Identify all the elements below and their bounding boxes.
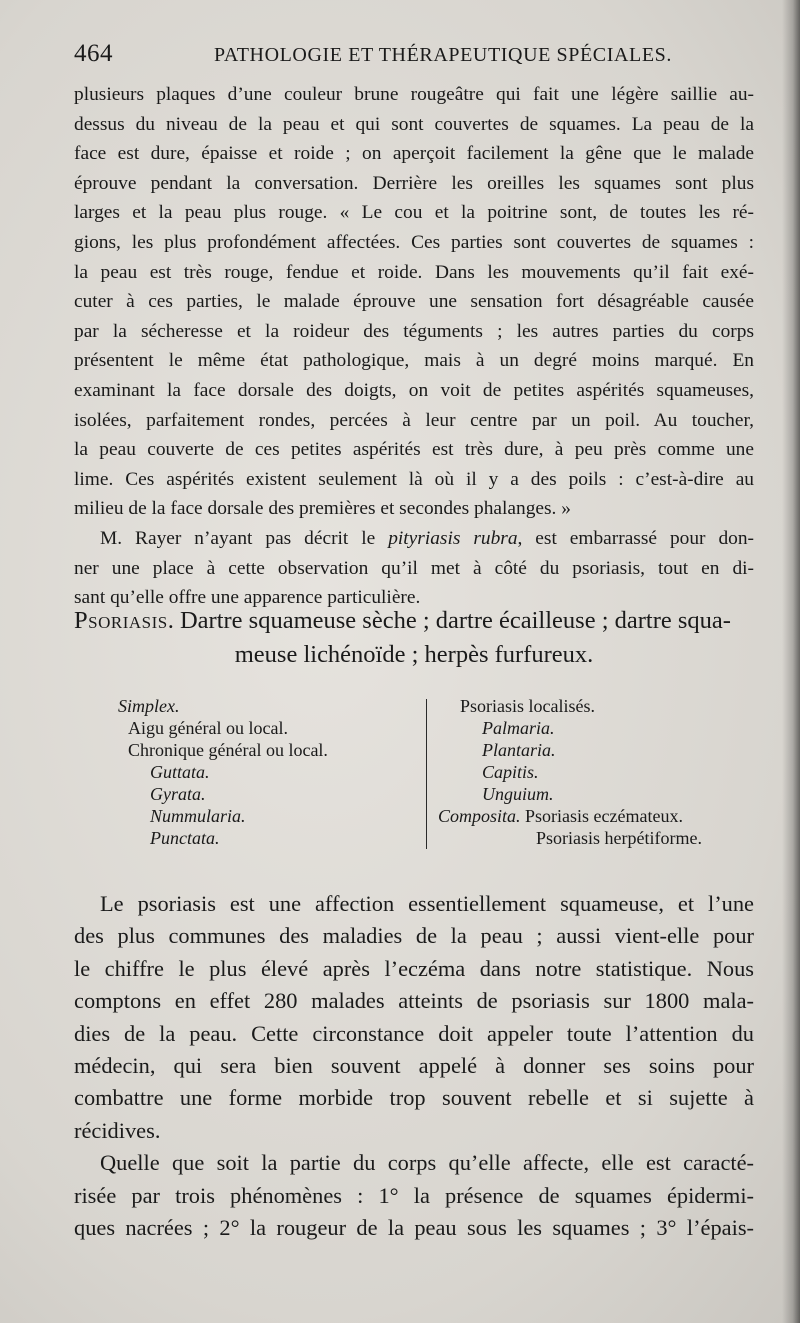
text-line: dessus du niveau de la peau et qui sont couvertes de squames. La peau de la bbox=[74, 113, 754, 135]
section-name: Psoriasis bbox=[74, 607, 168, 634]
text-line: par la sécheresse et la roideur des téguments ; les autres parties du corps bbox=[74, 320, 754, 342]
paragraph-characteristics bbox=[74, 1147, 754, 1244]
text-line bbox=[74, 524, 754, 554]
text-line: lime. Ces aspérités existent seulement là où il y a des poils : c’est-à-dire au bbox=[74, 468, 754, 490]
text-run: M. Rayer n’ayant pas décrit le bbox=[100, 527, 389, 549]
section-title bbox=[74, 604, 754, 672]
class-item: Aigu général ou local. bbox=[128, 718, 288, 738]
text-line: ner une place à cette observation qu’il met à côté du psoriasis, tout en di- bbox=[74, 557, 754, 579]
composita-variant: Psoriasis eczémateux. bbox=[520, 806, 683, 826]
paragraph-rayer bbox=[74, 524, 754, 613]
text-line: combattre une forme morbide trop souvent rebelle et si sujette à bbox=[74, 1085, 754, 1111]
paragraph-observation bbox=[74, 80, 754, 524]
text-line: face est dure, épaisse et roide ; on aperçoit facilement la gêne que le malade bbox=[74, 143, 754, 165]
text-line: la peau couverte de ces petites aspérités est très dure, à peu près comme une bbox=[74, 439, 754, 461]
text-line: larges et la peau plus rouge. « Le cou et la poitrine sont, de toutes les ré- bbox=[74, 202, 754, 224]
class-item: Punctata. bbox=[150, 828, 220, 848]
class-item: Chronique général ou local. bbox=[128, 740, 328, 760]
class-item: Gyrata. bbox=[150, 784, 206, 804]
text-line: Le psoriasis est une affection essentiellement squameuse, et l’une bbox=[100, 891, 754, 916]
text-line: présentent le même état pathologique, mais à un degré moins marqué. En bbox=[74, 350, 754, 372]
classification-right-column bbox=[438, 695, 702, 849]
text-line: Quelle que soit la partie du corps qu’elle affecte, elle est caracté- bbox=[100, 1150, 754, 1176]
paragraph-psoriasis-intro bbox=[74, 888, 754, 1147]
text-line: sant qu’elle offre une apparence particulière. bbox=[74, 587, 421, 609]
class-item: Capitis. bbox=[482, 762, 539, 782]
text-line: le chiffre le plus élevé après l’eczéma dans notre statistique. Nous bbox=[74, 955, 754, 981]
page-number: 464 bbox=[74, 40, 113, 67]
text-line: risée par trois phénomènes : 1° la présence de squames épidermi- bbox=[74, 1182, 754, 1208]
column-divider bbox=[426, 699, 427, 849]
text-run: , est embarrassé pour don- bbox=[517, 527, 754, 549]
text-line: plusieurs plaques d’une couleur brune rougeâtre qui fait une légère saillie au- bbox=[74, 84, 754, 105]
class-item: Simplex. bbox=[118, 696, 180, 716]
class-item: Plantaria. bbox=[482, 740, 556, 760]
italic-term: pityriasis rubra bbox=[388, 527, 518, 549]
page-header bbox=[74, 40, 754, 70]
text-line: isolées, parfaitement rondes, percées à leur centre par un poil. Au toucher, bbox=[74, 409, 754, 431]
text-line: médecin, qui sera bien souvent appelé à donner ses soins pour bbox=[74, 1053, 754, 1079]
section-title-line-1 bbox=[74, 604, 754, 638]
classification-left-column bbox=[118, 695, 328, 849]
section-title-line-2: meuse lichénoïde ; herpès furfureux. bbox=[234, 641, 594, 668]
page-edge-shadow bbox=[782, 0, 800, 1323]
text-line: dies de la peau. Cette circonstance doit appeler toute l’attention du bbox=[74, 1020, 754, 1046]
text-line: milieu de la face dorsale des premières et secondes phalanges. » bbox=[74, 498, 571, 520]
text-line: comptons en effet 280 malades atteints de psoriasis sur 1800 mala- bbox=[74, 988, 754, 1014]
text-line: ques nacrées ; 2° la rougeur de la peau sous les squames ; 3° l’épais- bbox=[74, 1215, 754, 1241]
text-line: cuter à ces parties, le malade éprouve une sensation fort désagréable causée bbox=[74, 291, 754, 313]
section-synonyms: . Dartre squameuse sèche ; dartre écailleuse ; dartre squa- bbox=[167, 607, 731, 634]
text-line: la peau est très rouge, fendue et roide. Dans les mouvements qu’il fait exé- bbox=[74, 261, 754, 283]
classification-table bbox=[74, 695, 754, 855]
class-item: Nummularia. bbox=[150, 806, 246, 826]
text-line: examinant la face dorsale des doigts, on voit de petites aspérités squameuses, bbox=[74, 379, 754, 401]
body-text-top bbox=[74, 80, 754, 613]
text-line: éprouve pendant la conversation. Derrière les oreilles les squames sont plus bbox=[74, 172, 754, 194]
class-item bbox=[438, 805, 702, 827]
text-line: récidives. bbox=[74, 1117, 161, 1143]
running-head: PATHOLOGIE ET THÉRAPEUTIQUE SPÉCIALES. bbox=[214, 44, 672, 66]
class-item: Guttata. bbox=[150, 762, 210, 782]
class-heading: Psoriasis localisés. bbox=[460, 696, 595, 716]
class-item: Palmaria. bbox=[482, 718, 555, 738]
class-item: Unguium. bbox=[482, 784, 554, 804]
composita-variant: Psoriasis herpétiforme. bbox=[536, 828, 702, 848]
text-line: gions, les plus profondément affectées. Ces parties sont couvertes de squames : bbox=[74, 231, 754, 253]
body-text-bottom bbox=[74, 888, 754, 1244]
text-line: des plus communes des maladies de la peau ; aussi vient-elle pour bbox=[74, 923, 754, 949]
composita-label: Composita. bbox=[438, 806, 521, 826]
